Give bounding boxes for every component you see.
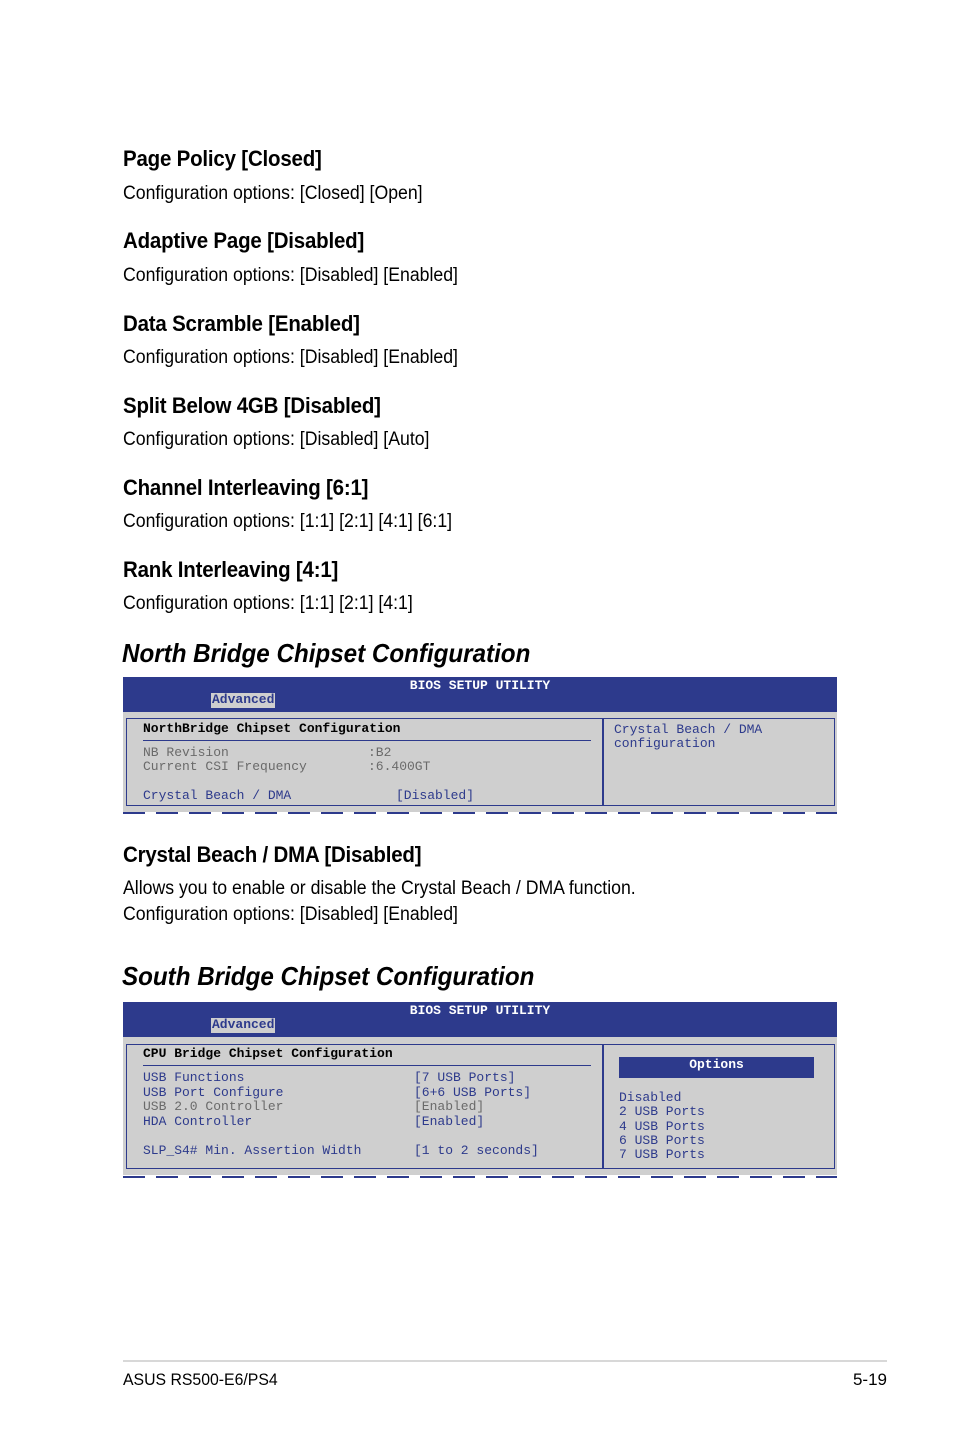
south-item-usb-functions[interactable]: USB Functions: [143, 1070, 245, 1085]
south-item-hda-controller[interactable]: HDA Controller: [143, 1114, 253, 1129]
north-item-crystal-beach[interactable]: Crystal Beach / DMA: [143, 788, 292, 803]
crystal-beach-title: Crystal Beach / DMA [Disabled]: [123, 842, 422, 867]
south-bridge-heading: South Bridge Chipset Configuration: [122, 961, 535, 991]
north-item-crystal-beach-value[interactable]: [Disabled]: [396, 788, 475, 803]
south-item-usb2-controller: USB 2.0 Controller: [143, 1099, 284, 1114]
section-desc-channel-interleaving: Configuration options: [1:1] [2:1] [4:1] [6:1]: [123, 511, 453, 532]
footer-product: ASUS RS500-E6/PS4: [123, 1370, 278, 1389]
section-desc-data-scramble: Configuration options: [Disabled] [Enabled]: [123, 347, 458, 368]
south-panel-divider: [602, 1044, 604, 1169]
north-help-line2: configuration: [614, 736, 716, 751]
north-bios-titlebar: [123, 677, 837, 712]
option-item[interactable]: 2 USB Ports: [619, 1104, 705, 1119]
south-item-usb-port-configure-value[interactable]: [6+6 USB Ports]: [414, 1085, 532, 1100]
north-bios-title: BIOS SETUP UTILITY: [409, 678, 551, 693]
south-bios-titlebar: [123, 1002, 837, 1037]
section-title-rank-interleaving: Rank Interleaving [4:1]: [123, 557, 339, 582]
north-row-label: Current CSI Frequency: [143, 759, 307, 774]
option-item[interactable]: Disabled: [619, 1090, 682, 1105]
south-item-usb-port-configure[interactable]: USB Port Configure: [143, 1085, 284, 1100]
option-item[interactable]: 4 USB Ports: [619, 1119, 705, 1134]
north-tab-advanced[interactable]: Advanced: [212, 692, 275, 707]
south-bios-body: [123, 1037, 837, 1175]
north-bios-bottom-dashes: [123, 812, 837, 814]
south-item-slp-s4-value[interactable]: [1 to 2 seconds]: [414, 1143, 539, 1158]
north-panel-title-rule: [143, 740, 591, 741]
section-title-channel-interleaving: Channel Interleaving [6:1]: [123, 475, 369, 500]
south-bios-bottom-dashes: [123, 1176, 837, 1178]
option-item[interactable]: 7 USB Ports: [619, 1147, 705, 1162]
north-panel-divider: [602, 718, 604, 806]
section-title-page-policy: Page Policy [Closed]: [123, 146, 322, 171]
section-desc-rank-interleaving: Configuration options: [1:1] [2:1] [4:1]: [123, 593, 413, 614]
section-title-data-scramble: Data Scramble [Enabled]: [123, 311, 360, 336]
north-row-value: :6.400GT: [368, 759, 431, 774]
crystal-beach-desc: Allows you to enable or disable the Crystal Beach / DMA function.: [123, 878, 636, 899]
south-item-usb2-controller-value: [Enabled]: [414, 1099, 485, 1114]
south-item-hda-controller-value[interactable]: [Enabled]: [414, 1114, 485, 1129]
north-help-line1: Crystal Beach / DMA: [614, 722, 763, 737]
option-item[interactable]: 6 USB Ports: [619, 1133, 705, 1148]
north-row-label: NB Revision: [143, 745, 229, 760]
footer-rule: [123, 1360, 887, 1362]
section-title-adaptive-page: Adaptive Page [Disabled]: [123, 228, 365, 253]
section-desc-adaptive-page: Configuration options: [Disabled] [Enabled]: [123, 265, 458, 286]
footer-page-number: 5-19: [852, 1370, 887, 1389]
north-bios-body: [123, 712, 837, 812]
options-header: Options: [619, 1057, 814, 1078]
section-desc-page-policy: Configuration options: [Closed] [Open]: [123, 183, 423, 204]
crystal-beach-options: Configuration options: [Disabled] [Enabled]: [123, 904, 458, 925]
north-row-value: :B2: [368, 745, 392, 760]
section-title-split-below: Split Below 4GB [Disabled]: [123, 393, 381, 418]
section-desc-split-below: Configuration options: [Disabled] [Auto]: [123, 429, 430, 450]
south-bios-title: BIOS SETUP UTILITY: [409, 1003, 551, 1018]
north-panel-title: NorthBridge Chipset Configuration: [143, 721, 401, 736]
south-item-usb-functions-value[interactable]: [7 USB Ports]: [414, 1070, 516, 1085]
north-bridge-heading: North Bridge Chipset Configuration: [122, 638, 531, 668]
south-tab-advanced[interactable]: Advanced: [212, 1017, 275, 1032]
south-panel-title: CPU Bridge Chipset Configuration: [143, 1046, 393, 1061]
south-item-slp-s4[interactable]: SLP_S4# Min. Assertion Width: [143, 1143, 362, 1158]
south-panel-title-rule: [143, 1065, 591, 1066]
